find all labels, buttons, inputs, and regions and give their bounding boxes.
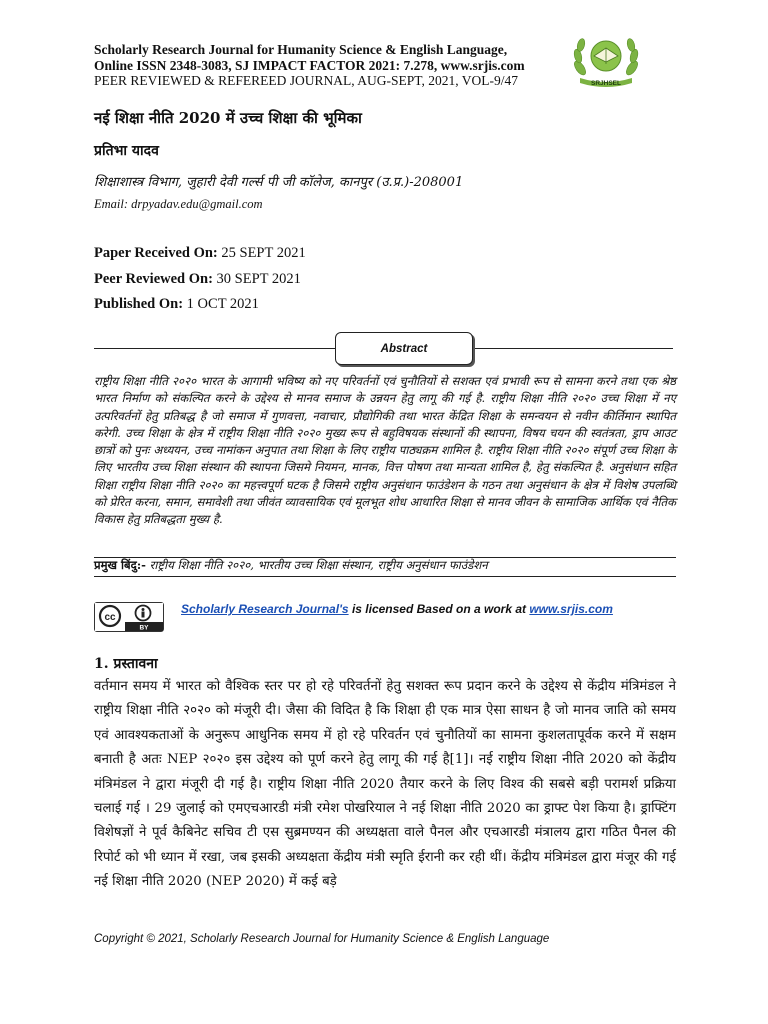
cc-label: cc [104,612,116,623]
keywords-label: प्रमुख बिंदु:- [94,558,146,572]
reviewed-label: Peer Reviewed On: [94,271,213,287]
copyright-footer: Copyright © 2021, Scholarly Research Journal for Humanity Science & English Language [94,933,550,945]
author-name: प्रतिभा यादव [94,143,159,159]
section-heading: 1. प्रस्तावना [94,656,158,672]
keywords-rule [94,576,676,577]
section-body: वर्तमान समय में भारत को वैश्विक स्तर पर हो रहे परिवर्तनों हेतु सशक्त रूप प्रदान करने के उद्देश्य से केंद्रीय मंत्रिमंडल ने राष्ट्रीय शिक्षा नीति २०२० को मंजूरी दी। जैसा की विदित है कि शिक्षा ही एक मात्र ऐसा साधन है जो मानव जाति को समय एवं आवश्यकताओं के अनुरूप आधुनिक समय में हो रहे परिवर्तन एवं चुनौतियों का सामना कुशलतापूर्वक करने में सक्षम बनाती है अतः NEP २०२० इस उद्देश्य को पूर्ण करने हेतु लागू की गई है[1]। नई राष्ट्रीय शिक्षा नीति 2020 को केंद्रीय मंत्रिमंडल ने द्वारा मंजूरी दी गई है। राष्ट्रीय शिक्षा नीति 2020 तैयार करने के लिए विश्व की सबसे बड़ी परामर्श प्रक्रिया चलाई गई । 29 जुलाई को एमएचआरडी मंत्री रमेश पोखरियाल ने नई शिक्षा नीति 2020 का ड्राफ्ट पेश किया है। ड्राफ्टिंग विशेषज्ञों ने पूर्व कैबिनेट सचिव टी एस सुब्रमण्यन की अध्यक्षता वाले पैनल और एचआरडी मंत्रालय द्वारा गठित पैनल की रिपोर्ट को भी ध्यान में रखा, जब इसकी अध्यक्षता केंद्रीय मंत्री स्मृति ईरानी कर रही थीं। केंद्रीय मंत्रिमंडल द्वारा मंजूर की गई नई शिक्षा नीति 2020 (NEP 2020) में कई बड़े [94,679,676,890]
author-email: Email: drpyadav.edu@gmail.com [94,197,263,211]
received-date [94,245,306,262]
journal-logo [570,30,642,92]
cc-icon [95,603,163,631]
license-middle-text: is licensed Based on a work at [348,602,530,616]
author-affiliation: शिक्षाशास्त्र विभाग, जुहारी देवी गर्ल्स पी जी कॉलेज, कानपुर (उ.प्र.)-208001 [94,175,464,190]
reviewed-value: 30 SEPT 2021 [216,271,301,287]
journal-link[interactable]: Scholarly Research Journal's [181,602,349,616]
logo-text: SRJHSEL [591,80,621,87]
reviewed-date [94,271,301,288]
journal-issn: Online ISSN 2348-3083, SJ IMPACT FACTOR 2021: 7.278, www.srjis.com [94,57,525,73]
cc-by-badge[interactable] [94,602,164,632]
by-label: BY [139,624,149,631]
license-statement [181,602,613,616]
keywords [94,558,676,573]
keywords-list: राष्ट्रीय शिक्षा नीति २०२०, भारतीय उच्च शिक्षा संस्थान, राष्ट्रीय अनुसंधान फाउंडेशन [149,558,488,572]
paper-title: नई शिक्षा नीति 2020 में उच्च शिक्षा की भूमिका [94,109,362,127]
journal-name: Scholarly Research Journal for Humanity Science & English Language, [94,42,508,57]
published-label: Published On: [94,296,184,312]
received-label: Paper Received On: [94,245,218,261]
received-value: 25 SEPT 2021 [221,245,306,261]
abstract-rule-left [94,348,335,349]
abstract-heading: Abstract [380,342,428,355]
published-value: 1 OCT 2021 [186,296,259,312]
abstract-heading-box [335,332,473,365]
journal-volume: PEER REVIEWED & REFEREED JOURNAL, AUG-SEPT, 2021, VOL-9/47 [94,73,518,88]
abstract-rule-right [473,348,673,349]
site-link[interactable]: www.srjis.com [529,602,613,616]
published-date [94,296,259,313]
journal-header [94,42,564,89]
abstract-body: राष्ट्रीय शिक्षा नीति २०२० भारत के आगामी भविष्य को नए परिवर्तनों एवं चुनौतियों से सशक्त एवं प्रभावी रूप से सामना करने तथा एक श्रेष्ठ भारत निर्माण को संकल्पित करने के उद्देश्य से मानव समाज के उन्नयन हेतु लागू की गई है. राष्ट्रीय शिक्षा नीति २०२० उच्च शिक्षा में नए उत्परिवर्तनों हेतु प्रतिबद्ध है जो समाज में गुणवत्ता, नवाचार, प्रौद्योगिकी तथा भारत केंद्रित शिक्षा के समन्वयन से नवीन कीर्तिमान स्थापित करेगी. उच्च शिक्षा के क्षेत्र में राष्ट्रीय शिक्षा नीति २०२० मुख्य रूप से बहुविषयक संस्थानों की स्थापना, विषय चयन की स्वतंत्रता, ड्राप आउट छात्रों को पुनः अध्ययन, उच्च नामांकन अनुपात तथा शिक्षा के लिए राष्ट्रीय पाठ्यक्रम शामिल है. राष्ट्रीय शिक्षा नीति २०२० संपूर्ण उच्च शिक्षा के लिए भारतीय उच्च शिक्षा संस्थान की स्थापना जिसमे नियमन, मानक, वित्त पोषण तथा मान्यता शामिल है, हेतु संकल्पित है. अनुसंधान सहित शिक्षा राष्ट्रीय शिक्षा नीति २०२० का महत्त्वपूर्ण घटक है जिसमे राष्ट्रीय अनुसंधान फाउंडेशन के गठन तथा अनुसंधान के क्षेत्र में विशेष उपलब्धि को प्रेरित करना, समान, समावेशी तथा जीवंत व्यावसायिक एवं मूलभूत शोध आधारित शिक्षा से मानव जीवन के सामाजिक आर्थिक एवं नैतिक विकास हेतु प्रतिबद्धता मुख्य है. [94,374,676,527]
